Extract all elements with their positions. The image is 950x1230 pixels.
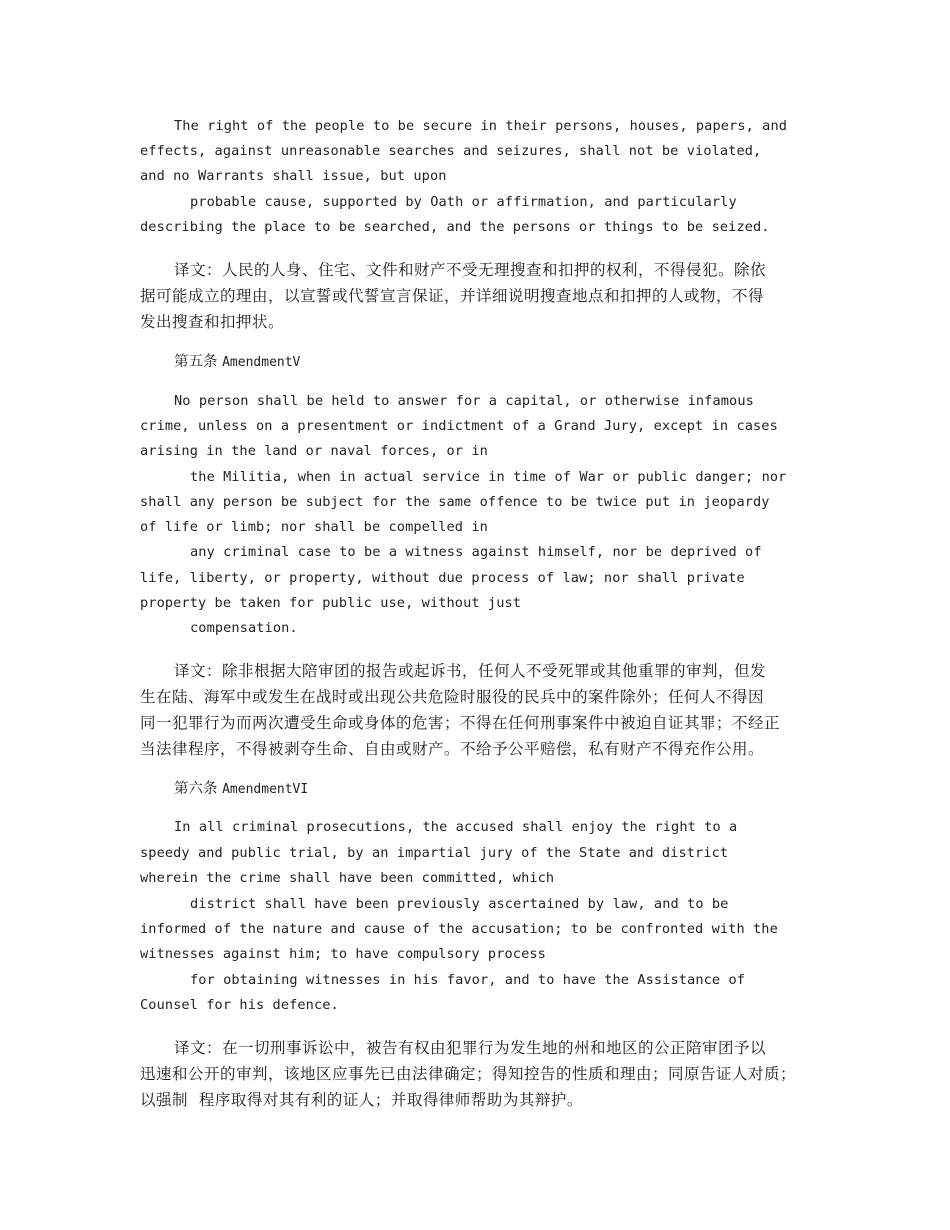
amendment6-translation-line-2: 迅速和公开的审判，该地区应事先已由法律确定；得知控告的性质和理由；同原告证人对质； (140, 1065, 797, 1083)
amendment5-translation-line-3: 同一犯罪行为而两次遭受生命或身体的危害；不得在任何刑事案件中被迫自证其罪；不经正 (140, 714, 781, 732)
amendment6-english-line-8: Counsel for his defence. (140, 997, 339, 1013)
amendment6-english-line-4: district shall have been previously ascertained by law, and to be (190, 896, 729, 912)
amendment5-english-line-8: life, liberty, or property, without due process of law; nor shall private (140, 570, 745, 586)
amendment6-english-line-1: In all criminal prosecutions, the accused shall enjoy the right to a (174, 819, 738, 835)
amendment6-english-line-2: speedy and public trial, by an impartial jury of the State and district (140, 845, 729, 861)
amendment6-english-line-5: informed of the nature and cause of the accusation; to be confronted with the (140, 921, 778, 937)
amendment5-translation-line-1: 译文：除非根据大陪审团的报告或起诉书，任何人不受死罪或其他重罪的审判，但发 (174, 662, 767, 680)
amendment4-english-line-4: probable cause, supported by Oath or affirmation, and particularly (190, 194, 737, 210)
amendment6-english-line-7: for obtaining witnesses in his favor, and to have the Assistance of (190, 972, 746, 988)
amendment4-english-line-2: effects, against unreasonable searches and seizures, shall not be violated, (140, 143, 762, 159)
amendment5-english-line-5: shall any person be subject for the same offence to be twice put in jeopardy (140, 494, 770, 510)
amendment5-english-line-2: crime, unless on a presentment or indictment of a Grand Jury, except in cases (140, 418, 778, 434)
amendment5-english-line-3: arising in the land or naval forces, or in (140, 443, 488, 459)
amendment5-heading-en: AmendmentV (222, 355, 301, 370)
amendment6-heading-en: AmendmentVI (222, 782, 309, 797)
amendment6-translation-line-3: 以强制 程序取得对其有利的证人；并取得律师帮助为其辩护。 (140, 1091, 583, 1109)
amendment5-english-line-7: any criminal case to be a witness against himself, nor be deprived of (190, 544, 762, 560)
amendment6-heading-zh: 第六条 (174, 781, 218, 797)
amendment5-heading (174, 350, 300, 371)
amendment5-english-line-9: property be taken for public use, without just (140, 595, 522, 611)
amendment6-english-line-6: witnesses against him; to have compulsory process (140, 946, 546, 962)
amendment6-english-line-3: wherein the crime shall have been committed, which (140, 870, 555, 886)
amendment5-heading-zh: 第五条 (174, 354, 218, 370)
amendment5-english-line-6: of life or limb; nor shall be compelled in (140, 519, 488, 535)
amendment6-heading (174, 777, 308, 798)
amendment4-translation-line-1: 译文：人民的人身、住宅、文件和财产不受无理搜查和扣押的权利，不得侵犯。除依 (174, 261, 767, 279)
amendment4-translation-line-3: 发出搜查和扣押状。 (140, 313, 285, 331)
amendment4-english-line-3: and no Warrants shall issue, but upon (140, 168, 447, 184)
amendment5-english-line-4: the Militia, when in actual service in time of War or public danger; nor (190, 469, 787, 485)
amendment5-translation-line-2: 生在陆、海军中或发生在战时或出现公共危险时服役的民兵中的案件除外；任何人不得因 (140, 688, 765, 706)
amendment6-translation-line-1: 译文：在一切刑事诉讼中，被告有权由犯罪行为发生地的州和地区的公正陪审团予以 (174, 1039, 767, 1057)
amendment5-english-line-10: compensation. (190, 620, 298, 636)
amendment4-english-line-5: describing the place to be searched, and the persons or things to be seized. (140, 219, 770, 235)
amendment4-english-line-1: The right of the people to be secure in their persons, houses, papers, and (174, 118, 788, 134)
amendment5-english-line-1: No person shall be held to answer for a capital, or otherwise infamous (174, 393, 754, 409)
amendment5-translation-line-4: 当法律程序，不得被剥夺生命、自由或财产。不给予公平赔偿，私有财产不得充作公用。 (140, 740, 765, 758)
amendment4-translation-line-2: 据可能成立的理由，以宣誓或代誓宣言保证，并详细说明搜查地点和扣押的人或物，不得 (140, 287, 765, 305)
